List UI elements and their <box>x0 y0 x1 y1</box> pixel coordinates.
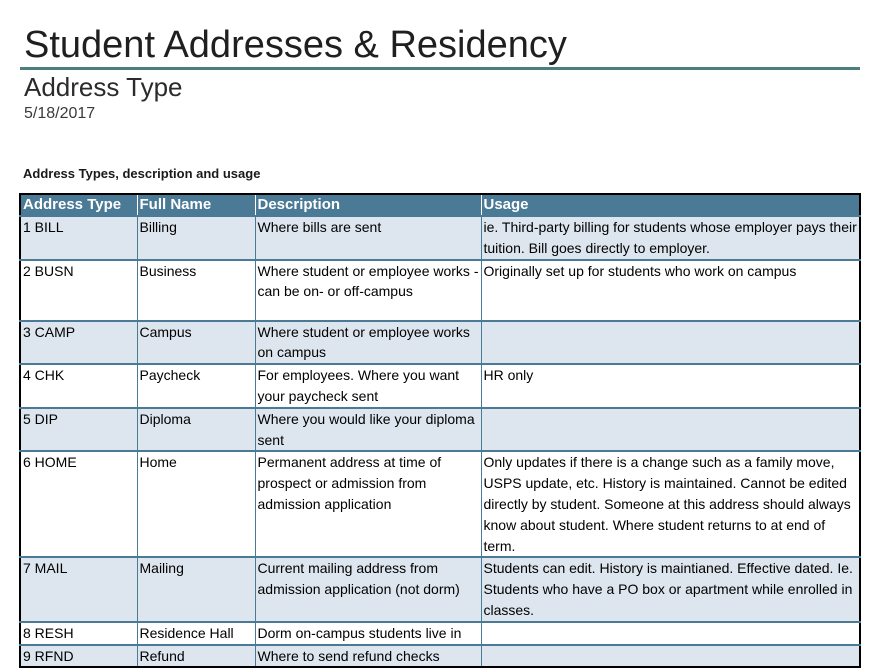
cell-address-type: 1 BILL <box>20 216 137 260</box>
cell-address-type: 7 MAIL <box>20 557 137 621</box>
cell-address-type: 5 DIP <box>20 408 137 452</box>
cell-description: Where student or employee works on campus <box>255 321 481 365</box>
cell-description: Where bills are sent <box>255 216 481 260</box>
cell-usage <box>481 321 860 365</box>
cell-full-name: Home <box>137 451 255 557</box>
cell-usage: HR only <box>481 364 860 408</box>
column-header-usage: Usage <box>481 194 860 216</box>
cell-address-type: 3 CAMP <box>20 321 137 365</box>
column-header-description: Description <box>255 194 481 216</box>
table-row <box>20 321 860 365</box>
cell-usage <box>481 645 860 668</box>
table-row <box>20 451 860 557</box>
cell-address-type: 9 RFND <box>20 645 137 668</box>
document-date: 5/18/2017 <box>24 105 96 122</box>
cell-full-name: Business <box>137 260 255 321</box>
cell-description: For employees. Where you want your paycheck sent <box>255 364 481 408</box>
column-header-full-name: Full Name <box>137 194 255 216</box>
cell-address-type: 2 BUSN <box>20 260 137 321</box>
cell-description: Current mailing address from admission application (not dorm) <box>255 557 481 621</box>
cell-address-type: 4 CHK <box>20 364 137 408</box>
title-divider <box>20 67 860 70</box>
table-row <box>20 408 860 452</box>
column-header-address-type: Address Type <box>20 194 137 216</box>
cell-full-name: Campus <box>137 321 255 365</box>
table-row <box>20 645 860 668</box>
cell-full-name: Billing <box>137 216 255 260</box>
page-subtitle: Address Type <box>24 72 183 102</box>
table-caption: Address Types, description and usage <box>23 166 261 181</box>
cell-usage: ie. Third-party billing for students whose employer pays their tuition. Bill goes directly to employer. <box>481 216 860 260</box>
cell-full-name: Refund <box>137 645 255 668</box>
cell-usage <box>481 622 860 645</box>
cell-description: Where student or employee works - can be on- or off-campus <box>255 260 481 321</box>
cell-description: Permanent address at time of prospect or admission from admission application <box>255 451 481 557</box>
page-title: Student Addresses & Residency <box>24 24 567 66</box>
table-row <box>20 364 860 408</box>
cell-full-name: Mailing <box>137 557 255 621</box>
table-row <box>20 622 860 645</box>
cell-description: Where you would like your diploma sent <box>255 408 481 452</box>
cell-usage <box>481 408 860 452</box>
table-row <box>20 557 860 621</box>
cell-full-name: Diploma <box>137 408 255 452</box>
cell-full-name: Paycheck <box>137 364 255 408</box>
cell-full-name: Residence Hall <box>137 622 255 645</box>
table-header-row <box>20 194 860 216</box>
cell-usage: Students can edit. History is maintianed. Effective dated. Ie. Students who have a PO box or apartment while enrolled in classes. <box>481 557 860 621</box>
cell-description: Where to send refund checks <box>255 645 481 668</box>
cell-usage: Only updates if there is a change such as a family move, USPS update, etc. History is maintained. Cannot be edited directly by student. Someone at this address should always know about student. Where student returns to at end of term. <box>481 451 860 557</box>
table-row <box>20 216 860 260</box>
cell-usage: Originally set up for students who work on campus <box>481 260 860 321</box>
cell-description: Dorm on-campus students live in <box>255 622 481 645</box>
table-row <box>20 260 860 321</box>
cell-address-type: 6 HOME <box>20 451 137 557</box>
address-type-table <box>19 193 861 668</box>
cell-address-type: 8 RESH <box>20 622 137 645</box>
